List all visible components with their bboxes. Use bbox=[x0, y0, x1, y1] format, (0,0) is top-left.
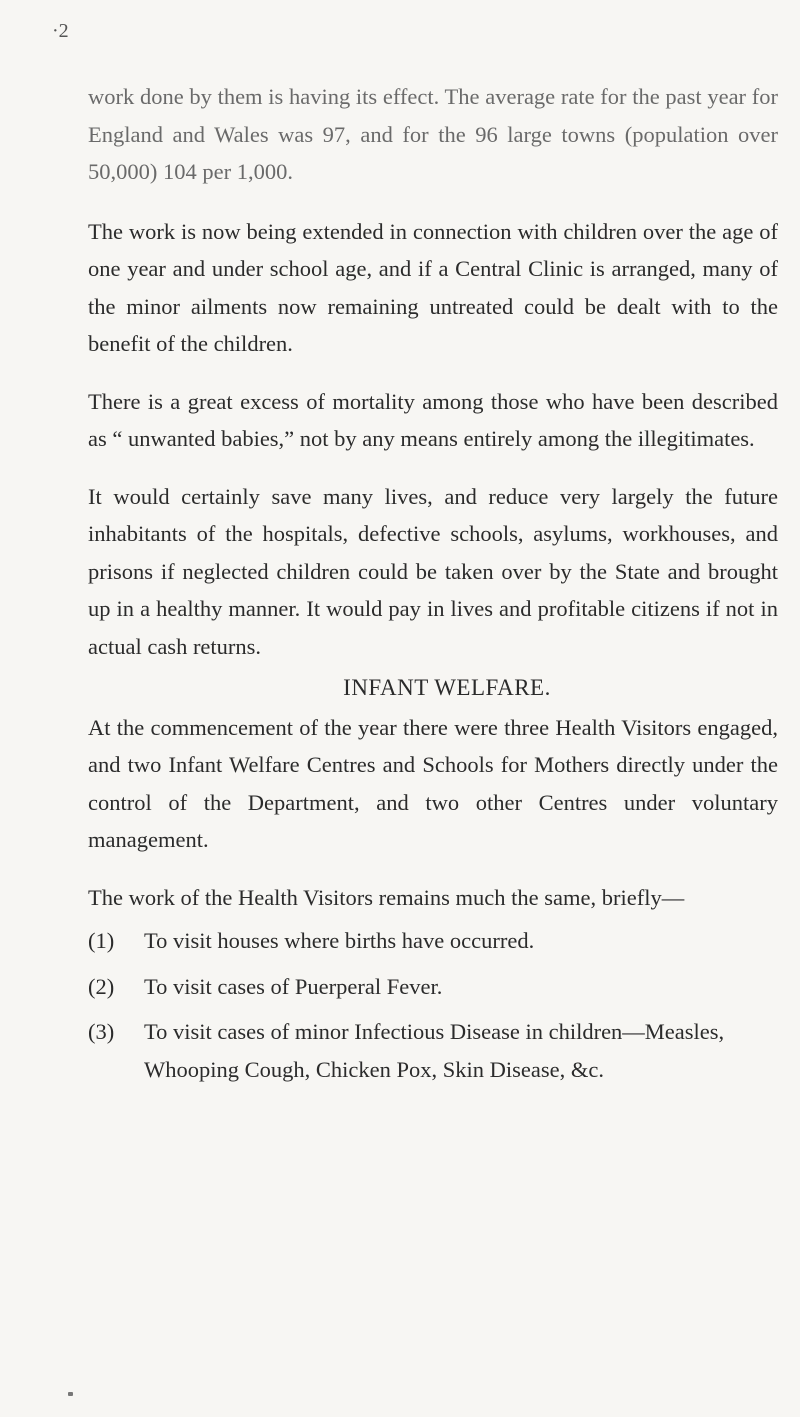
list-item-number: (1) bbox=[88, 928, 115, 953]
paragraph-work-summary: The work of the Health Visitors remains much the same, briefly— bbox=[88, 884, 685, 910]
paragraph-save-lives: It would certainly save many lives, and reduce very largely the future inhabitants of the hospitals, defective schools, asylums, workhouses, and prisons if neglected children could be taken over by the State and brought up in a healthy manner. It would pay in lives and profitable citizens if not in actual cash returns. bbox=[88, 483, 778, 659]
list-item-text: To visit cases of minor Infectious Disease in children—Measles, Whooping Cough, Chicken Pox, Skin Disease, &c. bbox=[144, 1019, 725, 1082]
paragraph-work-extended: The work is now being extended in connection with children over the age of one year and under school age, and if a Central Clinic is arranged, many of the minor ailments now remaining untreated could be dealt with to the benefit of the children. bbox=[88, 218, 778, 356]
list-item-number: (3) bbox=[88, 1019, 115, 1044]
paragraph-health-visitors: At the commencement of the year there were three Health Visitors engaged, and two Infant Welfare Centres and Schools for Mothers directly under the control of the Department, and two other Centres under voluntary management. bbox=[88, 714, 778, 852]
ink-mark bbox=[68, 1392, 73, 1396]
document-body bbox=[88, 78, 778, 1096]
section-heading: INFANT WELFARE. bbox=[343, 675, 551, 700]
list-item-text: To visit cases of Puerperal Fever. bbox=[144, 973, 443, 999]
duties-list bbox=[88, 922, 778, 1088]
paragraph-mortality-rate: work done by them is having its effect. The average rate for the past year for England and Wales was 97, and for the 96 large towns (population over 50,000) 104 per 1,000. bbox=[88, 84, 778, 184]
list-item-text: To visit houses where births have occurred. bbox=[144, 928, 535, 953]
list-item bbox=[88, 968, 778, 1006]
list-item bbox=[88, 1013, 778, 1088]
paragraph-unwanted-babies: There is a great excess of mortality among those who have been described as “ unwanted babies,” not by any means entirely among the illegitimates. bbox=[88, 388, 778, 451]
list-item-number: (2) bbox=[88, 973, 115, 999]
page-number: ·2 bbox=[52, 20, 69, 42]
list-item bbox=[88, 922, 778, 960]
